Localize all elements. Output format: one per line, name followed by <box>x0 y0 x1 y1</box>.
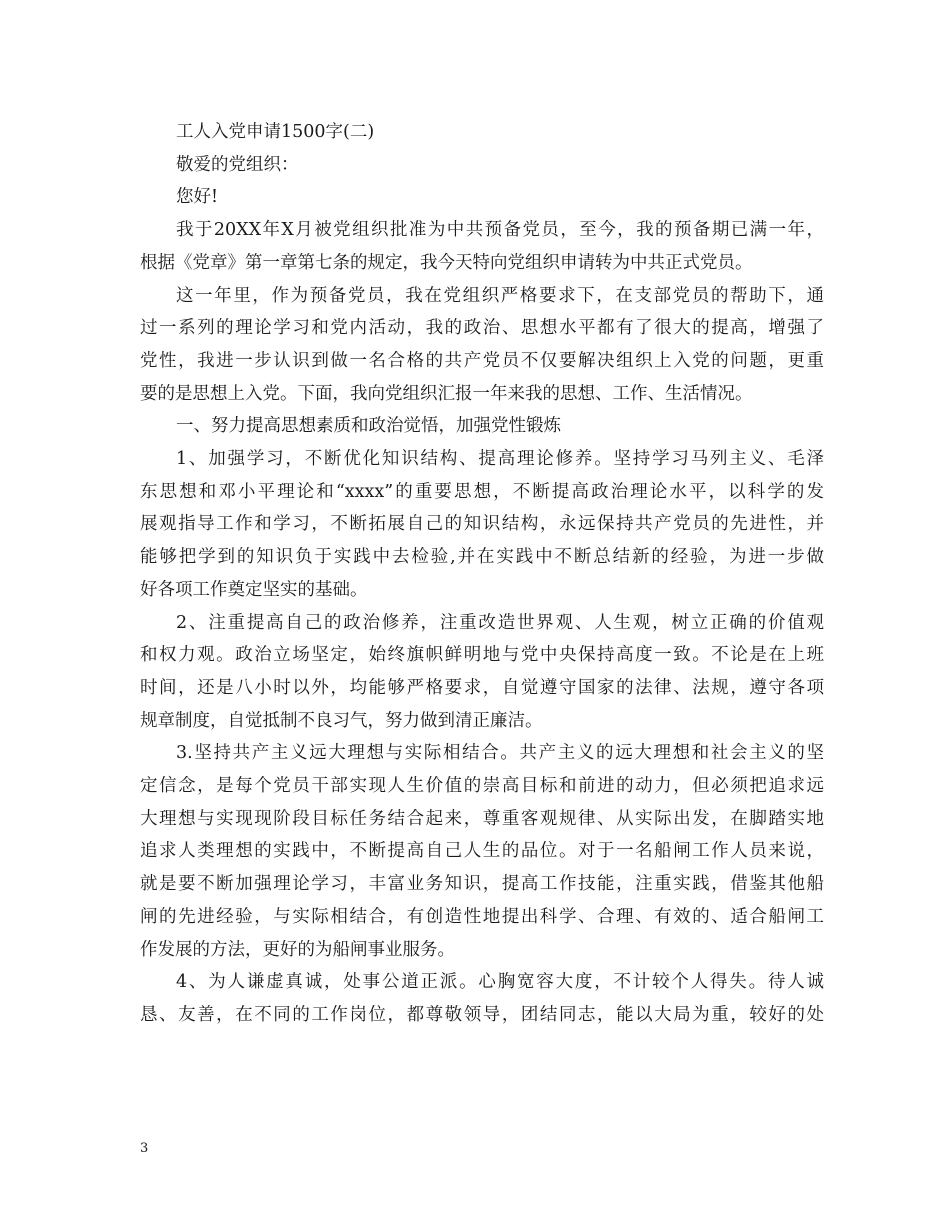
paragraph-line: 追求人类理想的实践中，不断提高自己人生的品位。对于一名船闸工作人员来说， <box>140 841 824 862</box>
salutation: 敬爱的党组织： <box>176 154 299 175</box>
paragraph-line: 时间，还是八小时以外，均能够严格要求，自觉遵守国家的法律、法规，遵守各项 <box>140 677 824 698</box>
paragraph-line: 就是要不断加强理论学习，丰富业务知识，提高工作技能，注重实践，借鉴其他船 <box>140 874 824 895</box>
paragraph-line: 东思想和邓小平理论和“xxxx”的重要思想，不断提高政治理论水平，以科学的发 <box>140 481 824 502</box>
paragraph-line: 3.坚持共产主义远大理想与实际相结合。共产主义的远大理想和社会主义的坚 <box>176 743 824 764</box>
paragraph-line: 2、注重提高自己的政治修养，注重改造世界观、人生观，树立正确的价值观 <box>176 612 824 633</box>
paragraph-line: 过一系列的理论学习和党内活动，我的政治、思想水平都有了很大的提高，增强了 <box>140 318 824 339</box>
paragraph-line: 和权力观。政治立场坚定，始终旗帜鲜明地与党中央保持高度一致。不论是在上班 <box>140 645 824 666</box>
paragraph-line: 展观指导工作和学习，不断拓展自己的知识结构，永远保持共产党员的先进性，并 <box>140 514 824 535</box>
document-title: 工人入党申请1500字(二) <box>176 122 375 142</box>
paragraph-line: 恳、友善，在不同的工作岗位，都尊敬领导，团结同志，能以大局为重，较好的处 <box>140 1004 824 1025</box>
paragraph-line: 大理想与实现现阶段目标任务结合起来，尊重客观规律、从实际出发，在脚踏实地 <box>140 808 824 829</box>
section-heading: 一、努力提高思想素质和政治觉悟，加强党性锻炼 <box>176 416 561 437</box>
paragraph-line: 作发展的方法，更好的为船闸事业服务。 <box>140 939 455 960</box>
paragraph-line: 4、为人谦虚真诚，处事公道正派。心胸宽容大度，不计较个人得失。待人诚 <box>176 972 824 993</box>
paragraph-line: 好各项工作奠定坚实的基础。 <box>140 579 368 600</box>
paragraph-line: 规章制度，自觉抵制不良习气，努力做到清正廉洁。 <box>140 710 543 731</box>
document-body <box>140 116 824 1032</box>
paragraph-line: 这一年里，作为预备党员，我在党组织严格要求下，在支部党员的帮助下，通 <box>176 285 824 306</box>
paragraph-line: 1、加强学习，不断优化知识结构、提高理论修养。坚持学习马列主义、毛泽 <box>176 449 824 470</box>
paragraph-line: 党性，我进一步认识到做一名合格的共产党员不仅要解决组织上入党的问题，更重 <box>140 350 824 371</box>
paragraph-line: 闸的先进经验，与实际相结合，有创造性地提出科学、合理、有效的、适合船闸工 <box>140 906 824 927</box>
greeting: 您好! <box>176 187 219 208</box>
paragraph-line: 定信念，是每个党员干部实现人生价值的崇高目标和前进的动力，但必须把追求远 <box>140 776 824 797</box>
page-number: 3 <box>140 1141 149 1156</box>
paragraph-line: 能够把学到的知识负于实践中去检验,并在实践中不断总结新的经验，为进一步做 <box>140 547 824 568</box>
paragraph-line: 根据《党章》第一章第七条的规定，我今天特向党组织申请转为中共正式党员。 <box>140 252 753 273</box>
paragraph-line: 我于20XX年X月被党组织批准为中共预备党员，至今，我的预备期已满一年， <box>176 220 824 241</box>
paragraph-line: 要的是思想上入党。下面，我向党组织汇报一年来我的思想、工作、生活情况。 <box>140 383 753 404</box>
